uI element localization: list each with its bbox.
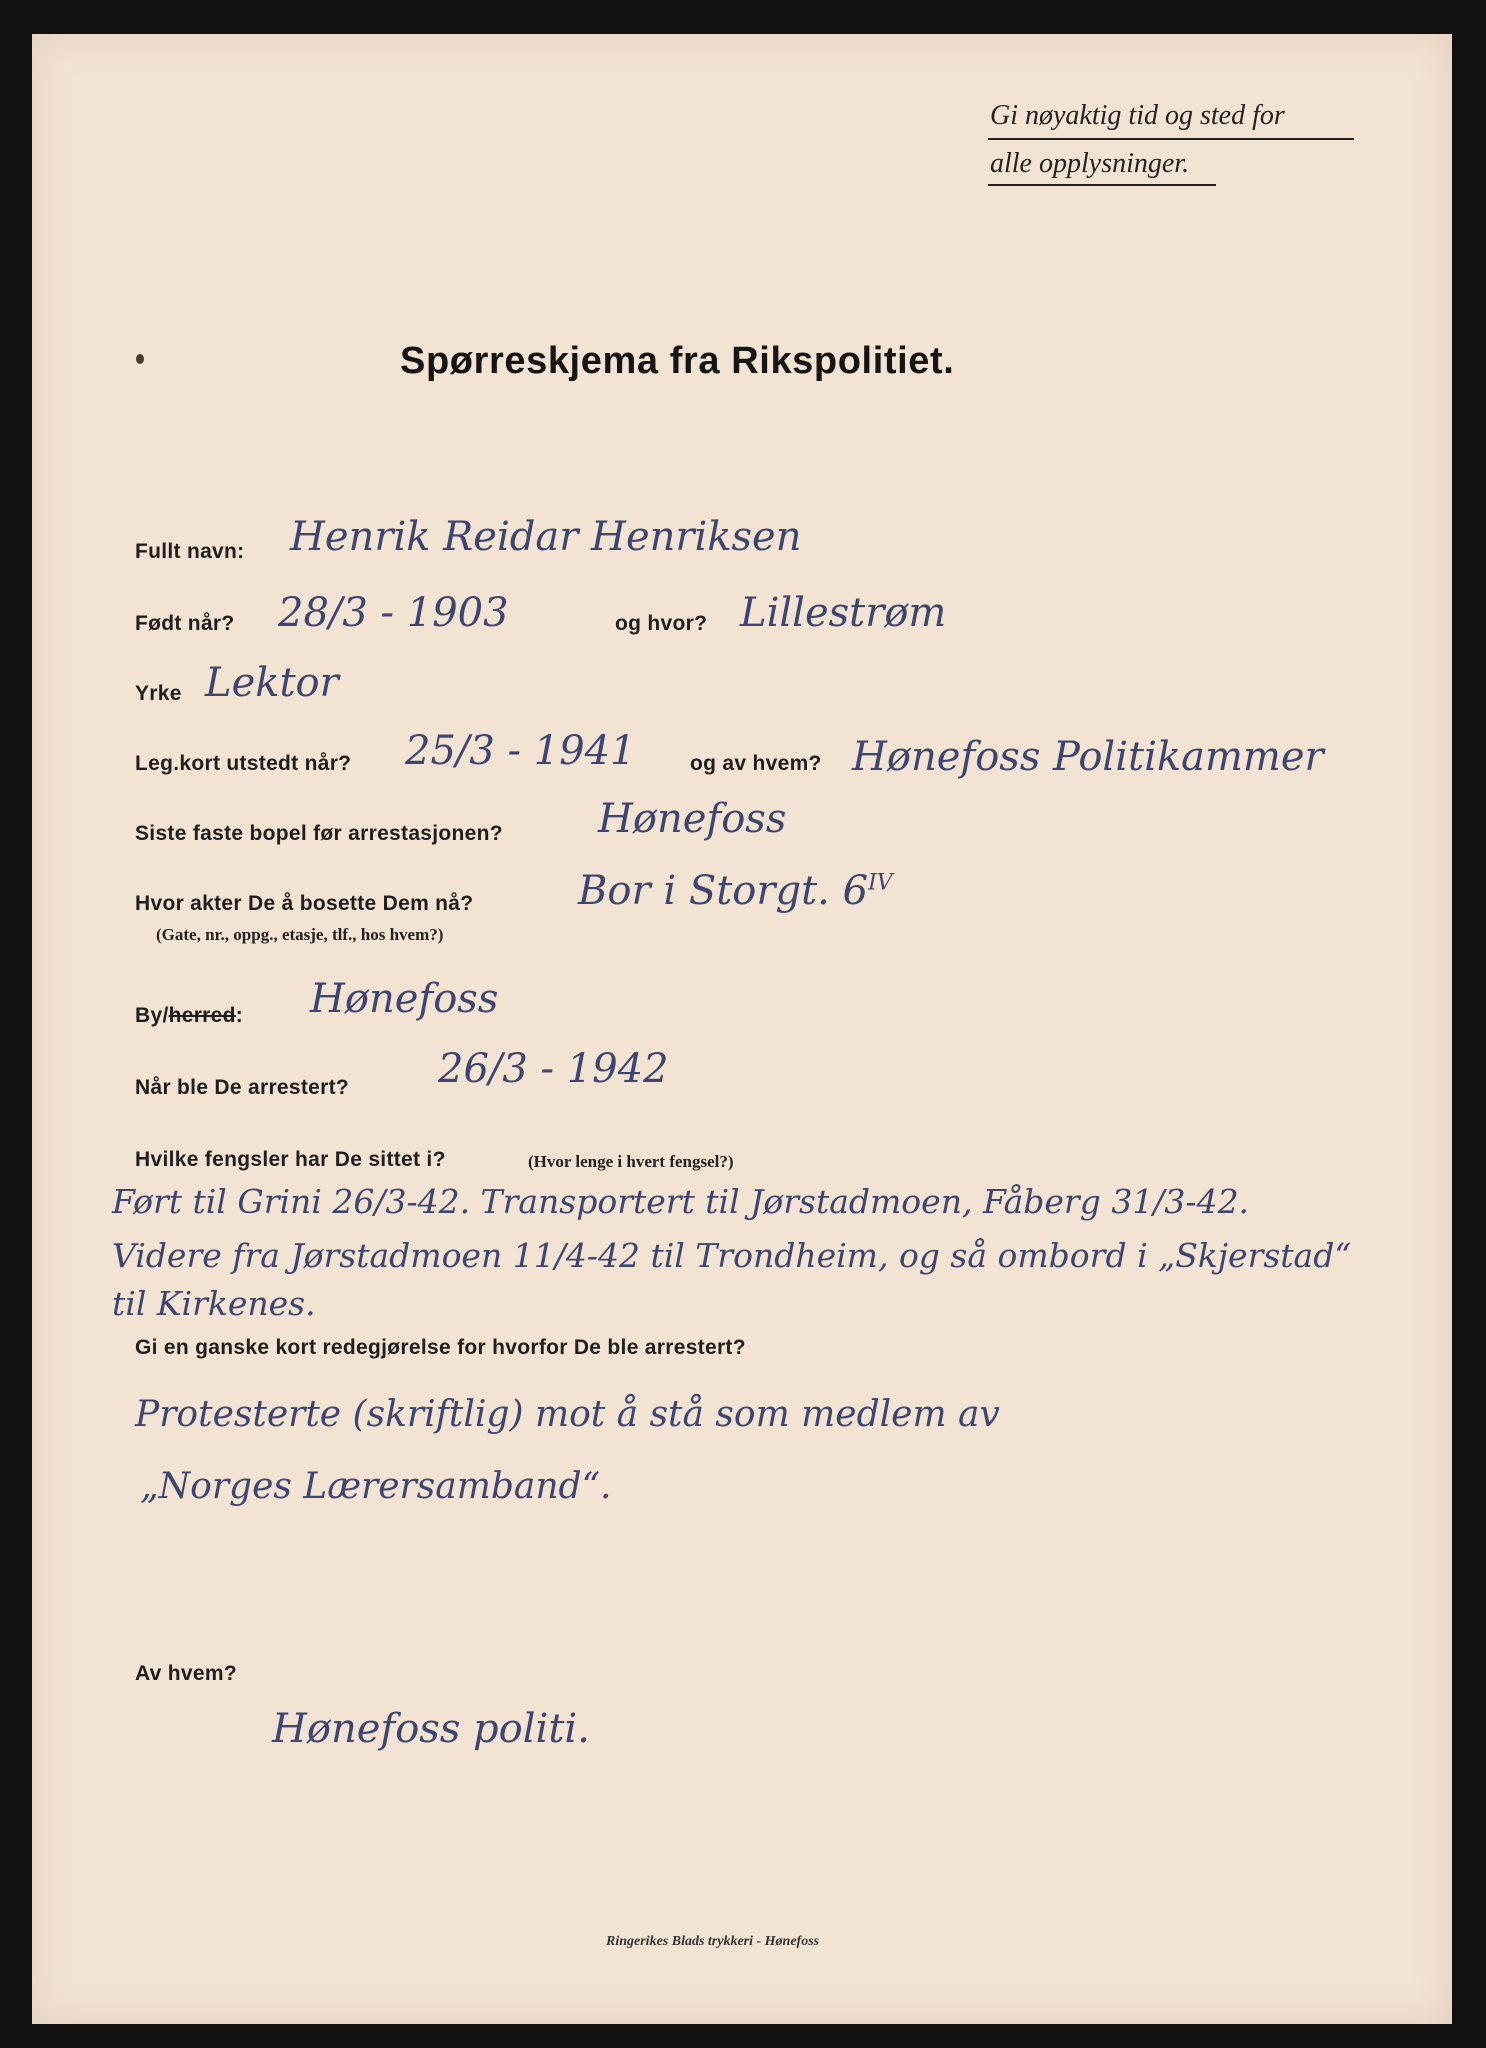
born-when-label: Født når? — [135, 612, 235, 635]
full-name-label: Fullt navn: — [135, 540, 245, 563]
town-label-by: By/ — [135, 1004, 169, 1027]
occupation-label: Yrke — [135, 682, 182, 705]
prisons-line-1: Ført til Grini 26/3-42. Transportert til Jørstadmoen, Fåberg 31/3-42. — [112, 1182, 1250, 1221]
born-where-value: Lillestrøm — [740, 590, 947, 636]
form-sheet — [32, 34, 1452, 2024]
town-label-colon: : — [235, 1004, 244, 1027]
arrested-value: 26/3 - 1942 — [438, 1046, 669, 1092]
born-when-value: 28/3 - 1903 — [278, 590, 509, 636]
settle-value-floor: IV — [868, 870, 893, 896]
prisons-note: (Hvor lenge i hvert fengsel?) — [528, 1152, 734, 1171]
settle-value-text: Bor i Storgt. 6 — [578, 868, 869, 914]
full-name-value: Henrik Reidar Henriksen — [290, 514, 802, 560]
reason-line-2: „Norges Lærersamband“. — [140, 1466, 612, 1507]
punch-mark — [136, 354, 144, 364]
settle-note: (Gate, nr., oppg., etasje, tlf., hos hvem?) — [156, 925, 444, 944]
settle-label: Hvor akter De å bosette Dem nå? — [135, 892, 474, 915]
last-residence-label: Siste faste bopel før arrestasjonen? — [135, 822, 503, 845]
form-title: Spørreskjema fra Rikspolitiet. — [400, 340, 955, 382]
town-value: Hønefoss — [310, 976, 499, 1022]
legkort-when-value: 25/3 - 1941 — [405, 728, 636, 774]
town-label-struck: herred — [168, 1004, 236, 1027]
printer-footer: Ringerikes Blads trykkeri - Hønefoss — [606, 1934, 820, 1949]
legkort-by-value: Hønefoss Politikammer — [852, 734, 1324, 780]
by-whom-value: Hønefoss politi. — [272, 1706, 590, 1752]
prisons-line-2: Videre fra Jørstadmoen 11/4-42 til Trondheim, og så ombord i „Skjerstad“ — [112, 1236, 1352, 1275]
legkort-when-label: Leg.kort utstedt når? — [135, 752, 352, 775]
town-label — [135, 1004, 243, 1028]
occupation-value: Lektor — [205, 660, 339, 706]
instruction-underline-2 — [988, 184, 1216, 186]
instruction-line-1: Gi nøyaktig tid og sted for — [990, 100, 1285, 131]
arrested-label: Når ble De arrestert? — [135, 1076, 350, 1099]
reason-label: Gi en ganske kort redegjørelse for hvorfor De ble arrestert? — [135, 1336, 746, 1359]
prisons-line-3: til Kirkenes. — [112, 1284, 316, 1323]
instruction-line-2: alle opplysninger. — [990, 148, 1190, 179]
prisons-label: Hvilke fengsler har De sittet i? — [135, 1148, 446, 1171]
born-where-label: og hvor? — [615, 612, 708, 635]
instruction-underline-1 — [988, 138, 1354, 140]
settle-value — [578, 868, 893, 914]
by-whom-label: Av hvem? — [135, 1662, 237, 1685]
last-residence-value: Hønefoss — [598, 796, 787, 842]
legkort-by-label: og av hvem? — [690, 752, 822, 775]
reason-line-1: Protesterte (skriftlig) mot å stå som medlem av — [135, 1394, 1000, 1435]
